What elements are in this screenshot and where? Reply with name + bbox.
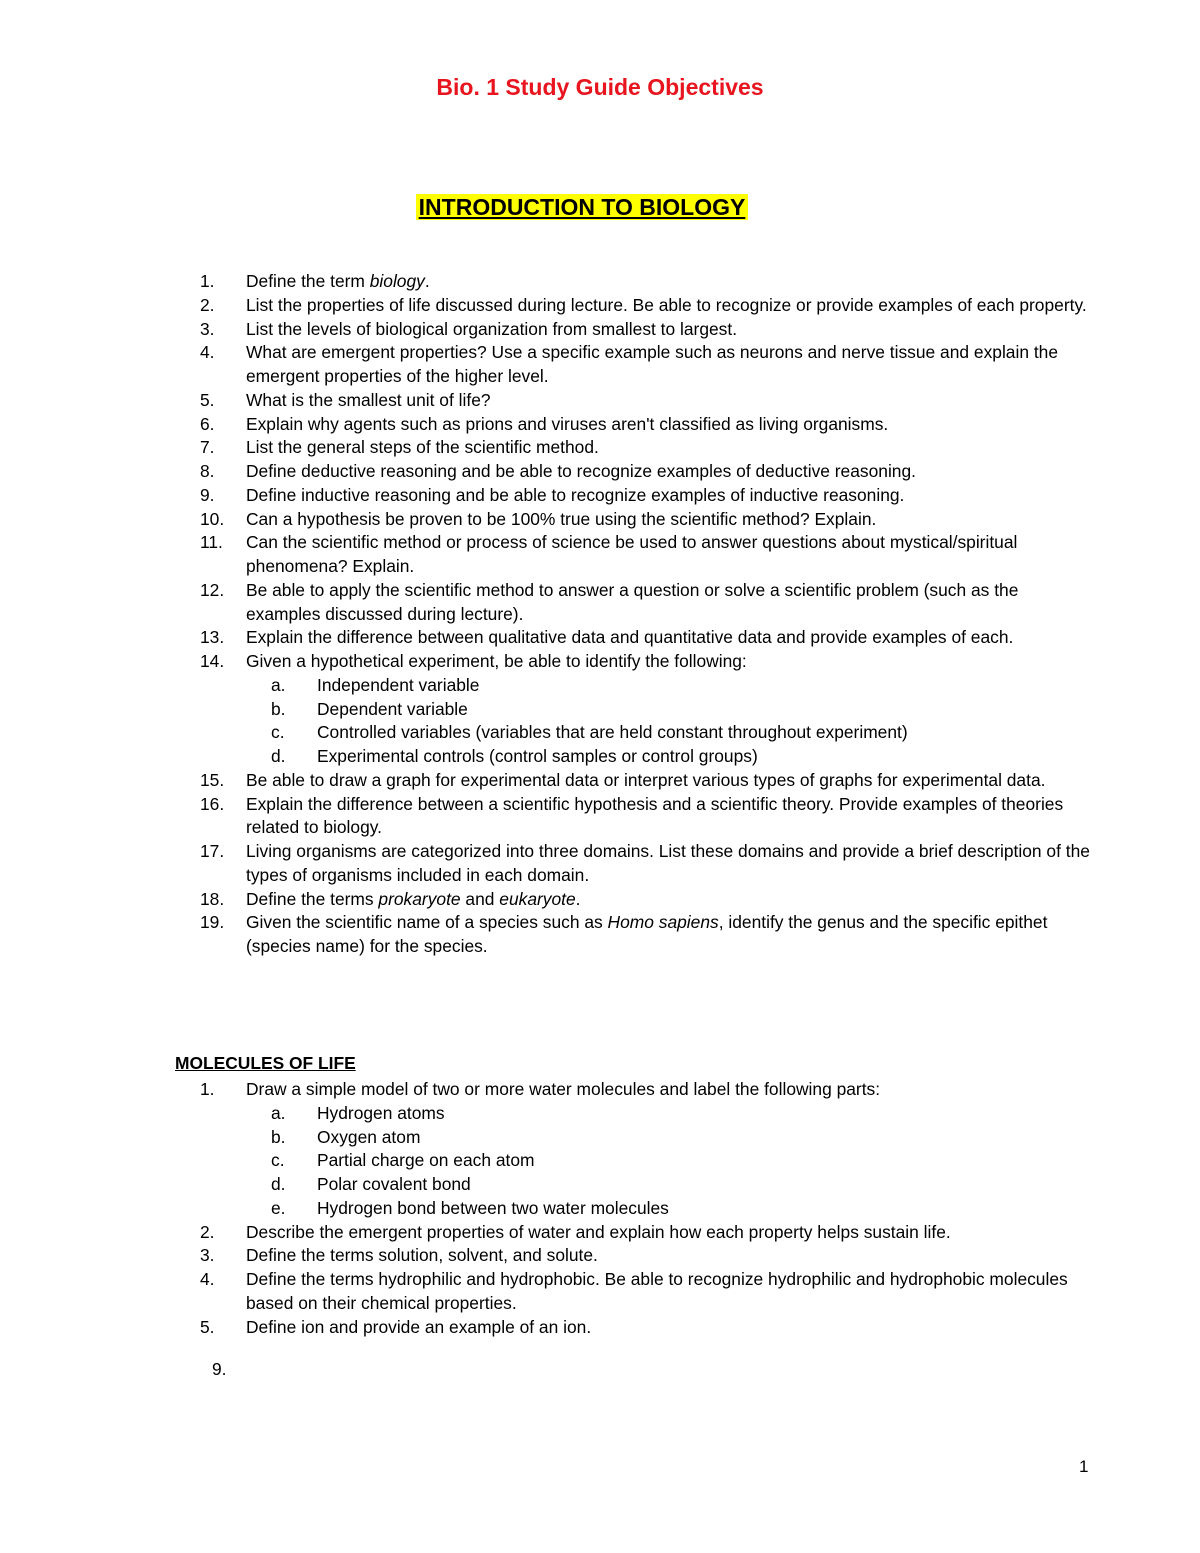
list-item — [0, 389, 1200, 413]
list-item-text: Partial charge on each atom — [317, 1150, 535, 1171]
sub-list-item — [0, 1102, 1200, 1126]
list-item-text: What is the smallest unit of life? — [246, 389, 491, 410]
list-item — [0, 413, 1200, 437]
list-item-text: List the general steps of the scientific method. — [246, 437, 599, 458]
list-item — [0, 911, 1200, 959]
list-item-text: . — [424, 271, 430, 291]
list-item-text: What are emergent properties? Use a specific example such as neurons and nerve tissue and explain the emergent properties of the higher level. — [246, 342, 1059, 386]
list-item-text: , identify the genus and the specific epithet (species name) for the species. — [246, 912, 1048, 956]
list-item-number: e. — [271, 1197, 286, 1218]
list-item-number: 5. — [200, 1316, 215, 1337]
list-item — [0, 270, 1200, 294]
list-item-text: Controlled variables (variables that are held constant throughout experiment) — [317, 722, 908, 743]
list-item-number: 11. — [200, 532, 223, 553]
list-item — [0, 484, 1200, 508]
sub-list-item — [0, 1126, 1200, 1150]
section-title-molecules: MOLECULES OF LIFE — [175, 1053, 356, 1073]
list-item-number: a. — [271, 674, 286, 695]
section-title-introduction — [0, 192, 1164, 226]
list-item-text: List the levels of biological organization from smallest to largest. — [246, 318, 738, 339]
list-item-text: Can the scientific method or process of science be used to answer questions about mystical/spiritual phenomena? Explain. — [246, 532, 1018, 576]
list-item-text: Oxygen atom — [317, 1126, 421, 1147]
list-item-number: 9. — [200, 484, 215, 505]
list-item — [0, 793, 1200, 841]
list-item — [0, 531, 1200, 579]
list-item-number: 12. — [200, 579, 225, 600]
list-item-number: 5. — [200, 389, 215, 410]
list-item-text: Given a hypothetical experiment, be able to identify the following: — [246, 651, 747, 671]
list-item-number: 1. — [200, 271, 215, 291]
list-item-number: 4. — [200, 342, 215, 363]
list-item-number: 16. — [200, 793, 225, 814]
list-item-number: b. — [271, 1126, 286, 1147]
list-item-text: Independent variable — [317, 674, 480, 695]
list-item-text: . — [575, 888, 581, 909]
list-item-number: 19. — [200, 912, 225, 933]
list-item — [0, 1078, 1200, 1102]
list-item-text: Define inductive reasoning and be able to recognize examples of inductive reasoning. — [246, 484, 905, 505]
list-item-text: Define the terms solution, solvent, and solute. — [246, 1245, 598, 1266]
list-item-text: Explain the difference between qualitative data and quantitative data and provide examples of each. — [246, 627, 1014, 648]
list-item-number: 2. — [200, 294, 215, 315]
page-number: 1 — [1079, 1457, 1089, 1476]
list-item — [0, 769, 1200, 793]
list-item-text: Be able to draw a graph for experimental data or interpret various types of graphs for experimental data. — [246, 769, 1046, 790]
sub-list-item — [0, 1149, 1200, 1173]
molecules-objectives-list — [0, 1078, 1200, 1339]
list-item-text: List the properties of life discussed during lecture. Be able to recognize or provide examples of each property. — [246, 294, 1087, 315]
list-item-text: Define the terms — [246, 888, 379, 909]
list-item-text: Polar covalent bond — [317, 1174, 471, 1194]
list-item — [0, 318, 1200, 342]
list-item — [0, 294, 1200, 318]
list-item — [0, 840, 1200, 888]
list-item-italic-text: eukaryote — [499, 888, 576, 909]
list-item-text: Be able to apply the scientific method to answer a question or solve a scientific problem (such as the examples discussed during lecture). — [246, 579, 1019, 624]
list-item-text: Explain why agents such as prions and viruses aren't classified as living organisms. — [246, 413, 889, 434]
list-item-number: a. — [271, 1102, 286, 1123]
list-item — [0, 460, 1200, 484]
list-item-number: 17. — [200, 841, 225, 861]
list-item-number: 10. — [200, 508, 225, 529]
list-item-number: 18. — [200, 888, 225, 909]
list-item-number: 1. — [200, 1079, 215, 1099]
list-item-number: 3. — [200, 318, 215, 339]
list-item — [0, 626, 1200, 650]
list-item-text: Dependent variable — [317, 698, 468, 719]
trailing-item-number: 9. — [212, 1359, 227, 1379]
introduction-objectives-list — [0, 270, 1200, 959]
list-item — [0, 650, 1200, 674]
list-item-text: Draw a simple model of two or more water molecules and label the following parts: — [246, 1079, 881, 1099]
list-item-text: Define the term — [246, 271, 370, 291]
list-item-text: Explain the difference between a scientific hypothesis and a scientific theory. Provide examples of theories related to biology. — [246, 793, 1064, 838]
list-item-italic-text: prokaryote — [378, 888, 461, 909]
list-item — [0, 1244, 1200, 1268]
list-item — [0, 508, 1200, 532]
list-item-number: 14. — [200, 651, 225, 671]
page-title: Bio. 1 Study Guide Objectives — [436, 74, 764, 100]
list-item-text: Experimental controls (control samples or control groups) — [317, 746, 758, 766]
sub-list-item — [0, 1173, 1200, 1197]
list-item-text: Hydrogen bond between two water molecules — [317, 1197, 669, 1218]
list-item-number: c. — [271, 722, 285, 743]
list-item-text: and — [460, 888, 500, 909]
list-item-number: 15. — [200, 769, 225, 790]
sub-list-item — [0, 674, 1200, 698]
list-item-number: 13. — [200, 627, 225, 648]
list-item-number: 6. — [200, 413, 215, 434]
list-item-number: d. — [271, 1174, 286, 1194]
list-item-text: Describe the emergent properties of water and explain how each property helps sustain life. — [246, 1221, 951, 1242]
list-item-text: Can a hypothesis be proven to be 100% true using the scientific method? Explain. — [246, 508, 877, 529]
list-item-text: Living organisms are categorized into three domains. List these domains and provide a brief description of the types of organisms included in each domain. — [246, 841, 1090, 885]
list-item — [0, 579, 1200, 627]
list-item-number: c. — [271, 1150, 285, 1171]
list-item-number: 7. — [200, 437, 215, 458]
list-item-text: Hydrogen atoms — [317, 1102, 445, 1123]
list-item — [0, 1316, 1200, 1340]
list-item-number: 2. — [200, 1221, 215, 1242]
sub-list-item — [0, 1197, 1200, 1221]
list-item-text: Given the scientific name of a species such as — [246, 912, 608, 933]
list-item — [0, 1221, 1200, 1245]
list-item-number: b. — [271, 698, 286, 719]
list-item-number: 8. — [200, 461, 215, 481]
list-item-italic-text: Homo sapiens — [607, 912, 719, 933]
list-item — [0, 888, 1200, 912]
list-item — [0, 436, 1200, 460]
list-item-number: 4. — [200, 1269, 215, 1289]
list-item — [0, 1268, 1200, 1316]
list-item-number: d. — [271, 746, 286, 766]
section-title-text: INTRODUCTION TO BIOLOGY — [416, 194, 749, 220]
list-item-text: Define the terms hydrophilic and hydrophobic. Be able to recognize hydrophilic and hydrophobic molecules based on their chemical properties. — [246, 1269, 1068, 1313]
list-item-italic-text: biology — [369, 271, 425, 291]
list-item-text: Define deductive reasoning and be able to recognize examples of deductive reasoning. — [246, 461, 916, 481]
list-item-text: Define ion and provide an example of an ion. — [246, 1316, 592, 1337]
sub-list-item — [0, 721, 1200, 745]
list-item — [0, 341, 1200, 389]
list-item-number: 3. — [200, 1245, 215, 1266]
sub-list-item — [0, 745, 1200, 769]
sub-list-item — [0, 698, 1200, 722]
